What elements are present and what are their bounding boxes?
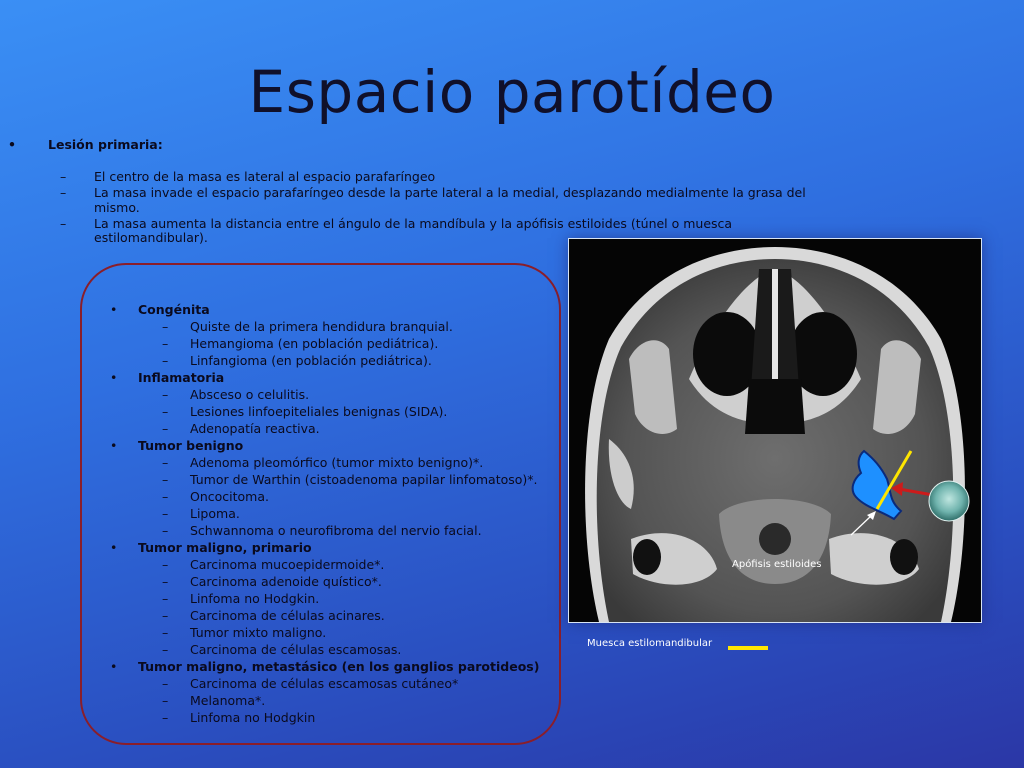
list-item	[110, 318, 570, 335]
feature-text: La masa aumenta la distancia entre el ángulo de la mandíbula y la apófisis estiloides (túnel o muesca estilomandibular).	[94, 215, 733, 245]
causes-list	[110, 301, 570, 726]
list-item	[110, 471, 570, 488]
dash-marker: –	[162, 387, 169, 402]
bullet-marker: •	[8, 137, 16, 152]
right-mastoid-air-cells	[890, 539, 918, 575]
item-text: Oncocitoma.	[190, 489, 269, 504]
dash-marker: –	[60, 169, 67, 184]
item-text: Linfoma no Hodgkin.	[190, 591, 320, 606]
feature-text: La masa invade el espacio parafaríngeo desde la parte lateral a la medial, desplazando medialmente la grasa del mismo.	[94, 185, 806, 215]
primary-lesion-heading	[8, 137, 163, 152]
primary-lesion-label: Lesión primaria:	[48, 137, 163, 152]
dash-marker: –	[162, 455, 169, 470]
category-tumor-benigno	[110, 437, 570, 454]
list-item	[110, 607, 570, 624]
item-text: Tumor de Warthin (cistoadenoma papilar linfomatoso)*.	[190, 472, 538, 487]
list-item	[110, 386, 570, 403]
list-item	[110, 709, 570, 726]
notch-legend-swatch	[728, 646, 768, 650]
feature-item	[60, 186, 820, 215]
list-item	[110, 335, 570, 352]
category-tumor-maligno-primario	[110, 539, 570, 556]
dash-marker: –	[162, 608, 169, 623]
dash-marker: –	[162, 591, 169, 606]
dash-marker: –	[162, 319, 169, 334]
item-text: Lipoma.	[190, 506, 240, 521]
dash-marker: –	[162, 710, 169, 725]
category-tumor-maligno-metastasico	[110, 658, 570, 675]
dash-marker: –	[162, 693, 169, 708]
category-congenita	[110, 301, 570, 318]
item-text: Lesiones linfoepiteliales benignas (SIDA).	[190, 404, 448, 419]
feature-list	[60, 170, 820, 247]
list-item	[110, 556, 570, 573]
list-item	[110, 641, 570, 658]
dash-marker: –	[162, 353, 169, 368]
feature-item	[60, 170, 820, 185]
dash-marker: –	[162, 676, 169, 691]
list-item	[110, 454, 570, 471]
left-mastoid-air-cells	[633, 539, 661, 575]
item-text: Hemangioma (en población pediátrica).	[190, 336, 439, 351]
category-label: Tumor benigno	[138, 438, 244, 453]
dash-marker: –	[60, 185, 67, 200]
slide-title: Espacio parotídeo	[248, 58, 776, 126]
list-item	[110, 624, 570, 641]
category-label: Tumor maligno, metastásico (en los ganglios parotideos)	[138, 659, 540, 674]
dash-marker: –	[162, 506, 169, 521]
item-text: Carcinoma de células escamosas.	[190, 642, 402, 657]
list-item	[110, 488, 570, 505]
item-text: Linfoma no Hodgkin	[190, 710, 316, 725]
bullet-marker: •	[110, 302, 118, 317]
nasopharynx	[745, 379, 805, 434]
dash-marker: –	[162, 404, 169, 419]
notch-label: Muesca estilomandibular	[587, 638, 713, 649]
list-item	[110, 522, 570, 539]
item-text: Adenopatía reactiva.	[190, 421, 320, 436]
list-item	[110, 590, 570, 607]
dash-marker: –	[162, 421, 169, 436]
category-label: Tumor maligno, primario	[138, 540, 312, 555]
bullet-marker: •	[110, 370, 118, 385]
dash-marker: –	[162, 557, 169, 572]
list-item	[110, 505, 570, 522]
dash-marker: –	[162, 523, 169, 538]
item-text: Schwannoma o neurofibroma del nervio facial.	[190, 523, 482, 538]
item-text: Absceso o celulitis.	[190, 387, 310, 402]
marker-circle	[929, 481, 969, 521]
bullet-marker: •	[110, 540, 118, 555]
bullet-marker: •	[110, 659, 118, 674]
item-text: Carcinoma mucoepidermoide*.	[190, 557, 385, 572]
spinal-canal	[759, 523, 791, 555]
bullet-marker: •	[110, 438, 118, 453]
list-item	[110, 420, 570, 437]
list-item	[110, 403, 570, 420]
item-text: Carcinoma de células escamosas cutáneo*	[190, 676, 459, 691]
list-item	[110, 352, 570, 369]
category-label: Inflamatoria	[138, 370, 225, 385]
list-item	[110, 573, 570, 590]
item-text: Carcinoma de células acinares.	[190, 608, 385, 623]
item-text: Linfangioma (en población pediátrica).	[190, 353, 432, 368]
list-item	[110, 692, 570, 709]
item-text: Adenoma pleomórfico (tumor mixto benigno)*.	[190, 455, 484, 470]
item-text: Tumor mixto maligno.	[190, 625, 327, 640]
category-inflamatoria	[110, 369, 570, 386]
dash-marker: –	[162, 642, 169, 657]
dash-marker: –	[162, 336, 169, 351]
dash-marker: –	[162, 574, 169, 589]
list-item	[110, 675, 570, 692]
nasal-septum	[772, 269, 778, 394]
dash-marker: –	[162, 472, 169, 487]
styloid-label: Apófisis estiloides	[732, 559, 822, 570]
dash-marker: –	[60, 215, 67, 231]
dash-marker: –	[162, 489, 169, 504]
category-label: Congénita	[138, 302, 210, 317]
item-text: Carcinoma adenoide quístico*.	[190, 574, 382, 589]
item-text: Quiste de la primera hendidura branquial.	[190, 319, 453, 334]
dash-marker: –	[162, 625, 169, 640]
item-text: Melanoma*.	[190, 693, 266, 708]
feature-text: El centro de la masa es lateral al espacio parafaríngeo	[94, 169, 436, 184]
